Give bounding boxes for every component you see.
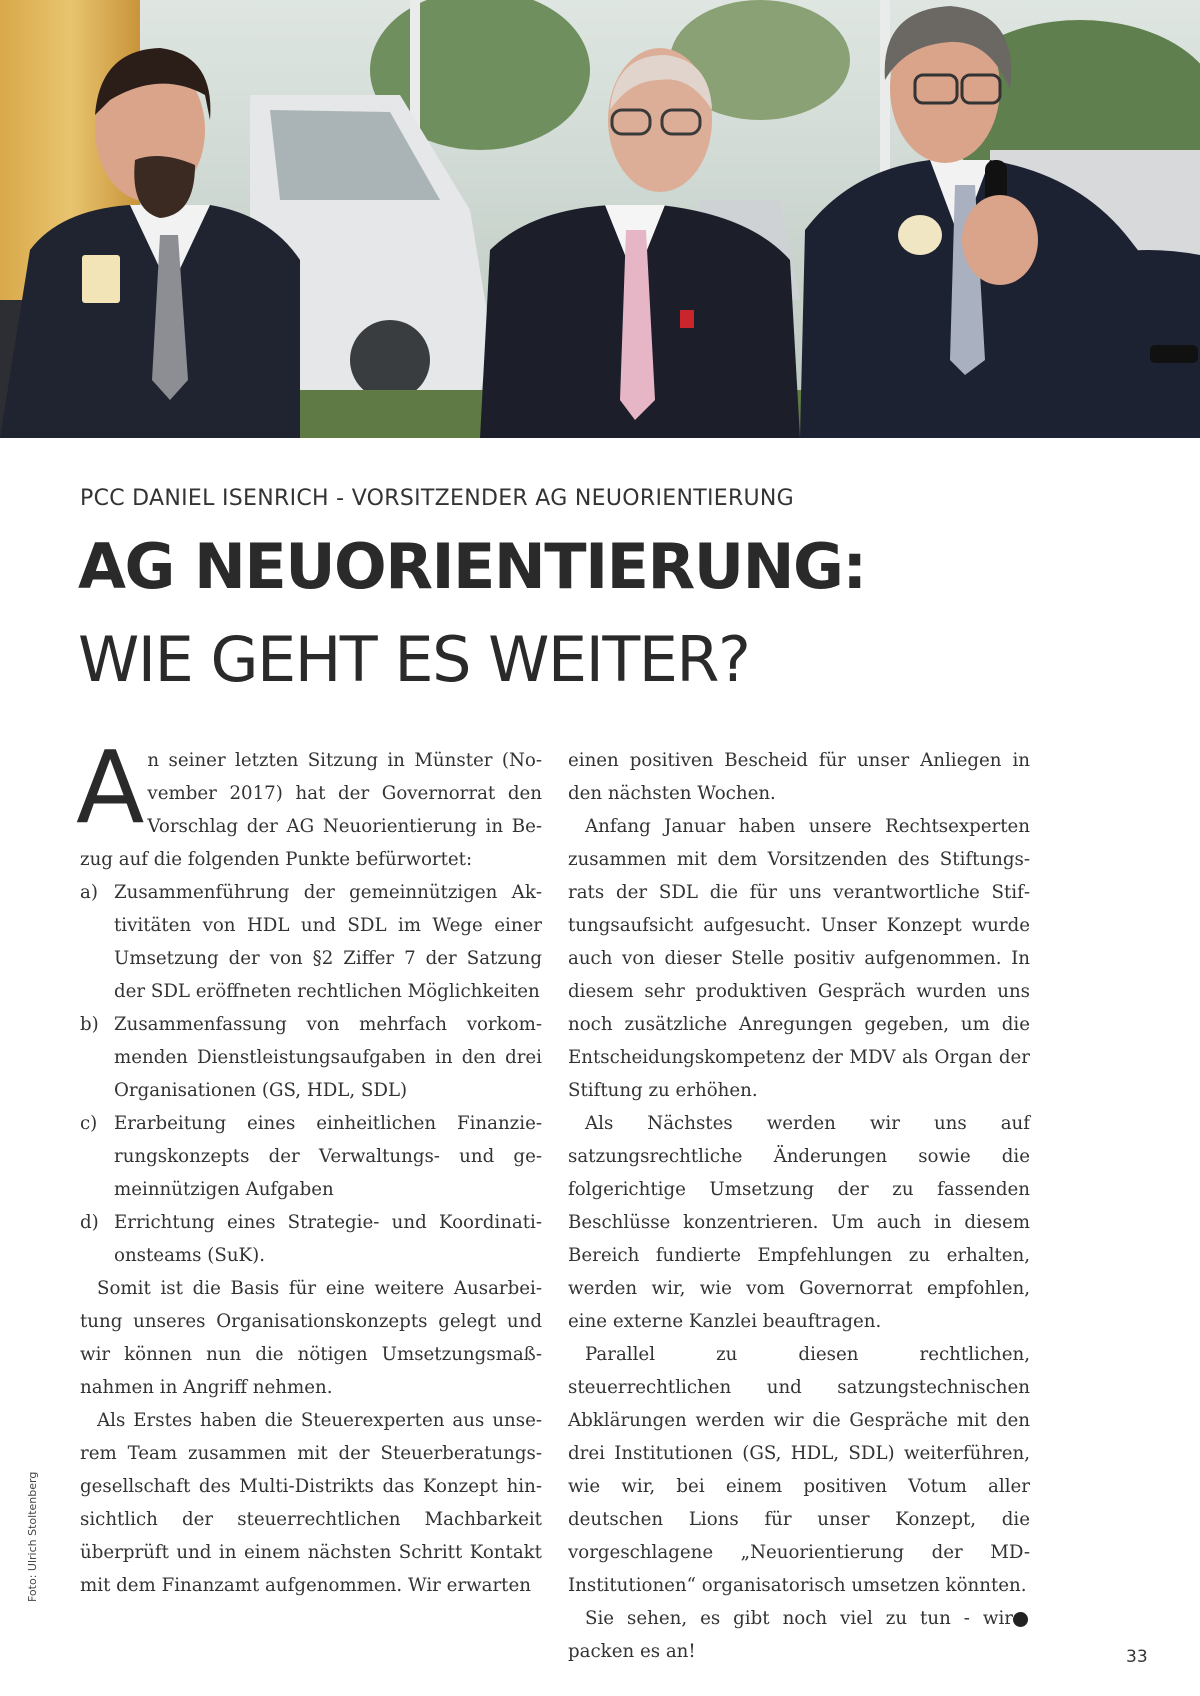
list-marker: c)	[80, 1113, 98, 1134]
body-paragraph: Anfang Januar haben unsere Rechtsexperten zusammen mit dem Vorsitzenden des Stiftungsrats der SDL die für uns verantwortliche Stiftungsaufsicht aufgesucht. Unser Konzept wurde auch von dieser Stelle positiv aufgenommen. In diesem sehr produktiven Gespräch wurden uns noch zusätzliche Anregungen gegeben, um die Entscheidungskompetenz der MDV als Organ der Stiftung zu erhöhen.	[568, 816, 1030, 1101]
list-item-text: Errichtung eines Strategie- und Koordinationsteams (SuK).	[114, 1212, 542, 1266]
body-paragraph: einen positiven Bescheid für unser Anliegen in den nächsten Wochen.	[568, 750, 1030, 804]
article-title: AG NEUORIENTIERUNG:	[78, 530, 866, 603]
proposal-list	[80, 876, 542, 1272]
list-marker: a)	[80, 882, 98, 903]
right-column	[568, 744, 1037, 1668]
list-item-text: Zusammenführung der gemeinnützigen Aktivitäten von HDL und SDL im Wege einer Umsetzung der von §2 Ziffer 7 der Satzung der SDL eröffneten rechtlichen Möglichkeiten	[114, 882, 542, 1002]
list-item	[80, 1206, 542, 1272]
closing-text: Sie sehen, es gibt noch viel zu tun - wir packen es an!	[568, 1608, 1013, 1662]
article-kicker: PCC DANIEL ISENRICH - VORSITZENDER AG NEUORIENTIERUNG	[80, 486, 795, 511]
article-subtitle: WIE GEHT ES WEITER?	[78, 623, 750, 696]
header-photo	[0, 0, 1200, 438]
list-item	[80, 1107, 542, 1206]
intro-text: n seiner letzten Sitzung in Münster (November 2017) hat der Governorrat den Vorschlag der AG Neuorientierung in Bezug auf die folgenden Punkte befürwortet:	[80, 750, 542, 870]
list-marker: d)	[80, 1212, 99, 1233]
list-item	[80, 1008, 542, 1107]
lions-end-mark-icon: L	[1013, 1612, 1028, 1627]
page-number: 33	[1126, 1647, 1148, 1667]
body-paragraph: Parallel zu diesen rechtlichen, steuerrechtlichen und satzungstechnischen Abklärungen werden wir die Gespräche mit den drei Institutionen (GS, HDL, SDL) weiterführen, wie wir, bei einem positiven Votum aller deutschen Lions für unser Konzept, die vorgeschlagene „Neuorientierung der MD-Institutionen“ organisatorisch umsetzen könnten.	[568, 1344, 1030, 1596]
list-item-text: Erarbeitung eines einheitlichen Finanzierungskonzepts der Verwaltungs- und gemeinnützigen Aufgaben	[114, 1113, 542, 1200]
intro-paragraph	[76, 729, 542, 876]
drop-cap: A	[76, 729, 145, 846]
photo-credit: Foto: Ulrich Stoltenberg	[26, 1471, 39, 1602]
list-item-text: Zusammenfassung von mehrfach vorkommenden Dienstleistungsaufgaben in den drei Organisationen (GS, HDL, SDL)	[114, 1014, 542, 1101]
body-paragraph: Als Nächstes werden wir uns auf satzungsrechtliche Änderungen sowie die folgerichtige Umsetzung der zu fassenden Beschlüsse konzentrieren. Um auch in diesem Bereich fundierte Empfehlungen zu erhalten, werden wir, wie vom Governorrat empfohlen, eine externe Kanzlei beauftragen.	[568, 1113, 1030, 1332]
left-column	[76, 729, 542, 1602]
body-paragraph: Als Erstes haben die Steuerexperten aus unserem Team zusammen mit der Steuerberatungsgesellschaft des Multi-Distrikts das Konzept hinsichtlich der steuerrechtlichen Machbarkeit überprüft und in einem nächsten Schritt Kontakt mit dem Finanzamt aufgenommen. Wir erwarten	[80, 1410, 542, 1596]
list-marker: b)	[80, 1014, 99, 1035]
body-paragraph: Somit ist die Basis für eine weitere Ausarbeitung unseres Organisationskonzepts gelegt und wir können nun die nötigen Umsetzungsmaßnahmen in Angriff nehmen.	[80, 1278, 542, 1398]
closing-paragraph	[568, 1602, 1037, 1668]
list-item	[80, 876, 542, 1008]
